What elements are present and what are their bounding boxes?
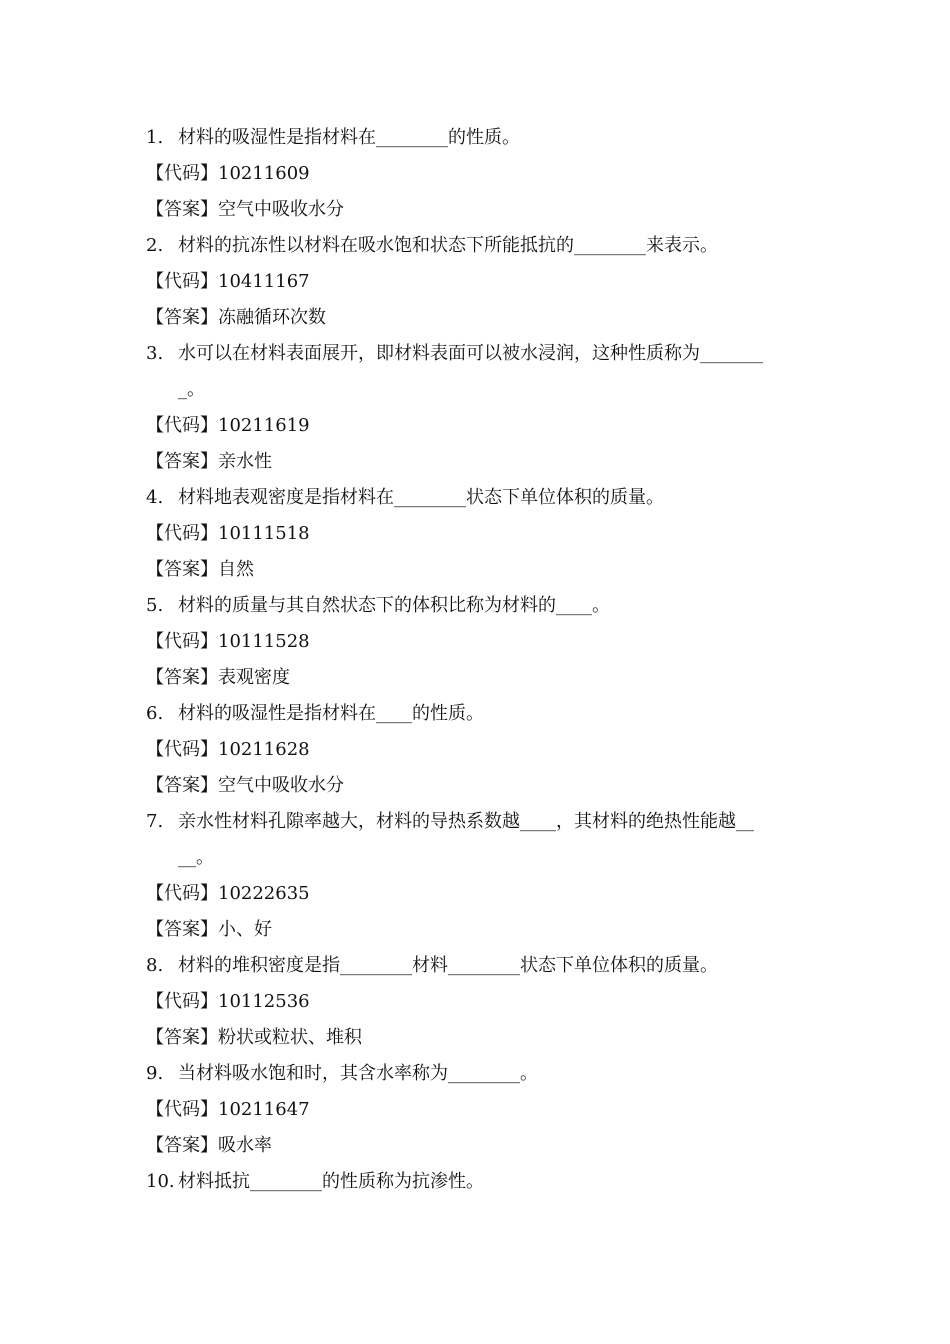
question-8 bbox=[146, 948, 816, 984]
question-number: 3. bbox=[146, 343, 164, 364]
code-line: 【代码】10111528 bbox=[146, 631, 310, 652]
question-text-line-1: 亲水性材料孔隙率越大，材料的导热系数越____，其材料的绝热性能越__ bbox=[178, 811, 754, 832]
question-text-line-1: 水可以在材料表面展开，即材料表面可以被水浸润，这种性质称为_______ bbox=[178, 343, 763, 364]
answer-line: 【答案】小、好 bbox=[146, 919, 272, 940]
question-number: 5. bbox=[146, 595, 164, 616]
question-number: 8. bbox=[146, 955, 164, 976]
question-9 bbox=[146, 1056, 816, 1092]
question-text: 材料的吸湿性是指材料在____的性质。 bbox=[178, 703, 484, 724]
answer-line: 【答案】冻融循环次数 bbox=[146, 307, 326, 328]
question-text-line-2: __。 bbox=[178, 847, 214, 868]
answer-line: 【答案】粉状或粒状、堆积 bbox=[146, 1027, 362, 1048]
question-text: 当材料吸水饱和时，其含水率称为________。 bbox=[178, 1063, 538, 1084]
code-line: 【代码】10112536 bbox=[146, 991, 310, 1012]
question-text: 材料的吸湿性是指材料在________的性质。 bbox=[178, 127, 520, 148]
answer-line: 【答案】空气中吸收水分 bbox=[146, 199, 344, 220]
code-line: 【代码】10411167 bbox=[146, 271, 310, 292]
question-text: 材料地表观密度是指材料在________状态下单位体积的质量。 bbox=[178, 487, 664, 508]
question-text-line-2: _。 bbox=[178, 379, 205, 400]
question-text: 材料的抗冻性以材料在吸水饱和状态下所能抵抗的________来表示。 bbox=[178, 235, 718, 256]
question-7 bbox=[146, 804, 816, 840]
code-line: 【代码】10111518 bbox=[146, 523, 310, 544]
answer-line: 【答案】空气中吸收水分 bbox=[146, 775, 344, 796]
question-list bbox=[146, 120, 816, 1200]
question-2 bbox=[146, 228, 816, 264]
question-5 bbox=[146, 588, 816, 624]
question-number: 9. bbox=[146, 1063, 164, 1084]
code-line: 【代码】10211609 bbox=[146, 163, 310, 184]
question-number: 6. bbox=[146, 703, 164, 724]
question-text: 材料抵抗________的性质称为抗渗性。 bbox=[178, 1171, 484, 1192]
question-7-continued bbox=[146, 840, 816, 876]
code-line: 【代码】10211619 bbox=[146, 415, 310, 436]
question-6 bbox=[146, 696, 816, 732]
answer-line: 【答案】自然 bbox=[146, 559, 254, 580]
question-3-continued bbox=[146, 372, 816, 408]
question-10 bbox=[146, 1164, 816, 1200]
question-1 bbox=[146, 120, 816, 156]
question-number: 7. bbox=[146, 811, 164, 832]
answer-line: 【答案】表观密度 bbox=[146, 667, 290, 688]
answer-line: 【答案】亲水性 bbox=[146, 451, 272, 472]
question-number: 1. bbox=[146, 127, 164, 148]
question-4 bbox=[146, 480, 816, 516]
code-line: 【代码】10211628 bbox=[146, 739, 310, 760]
question-text: 材料的堆积密度是指________材料________状态下单位体积的质量。 bbox=[178, 955, 718, 976]
code-line: 【代码】10222635 bbox=[146, 883, 310, 904]
question-number: 4. bbox=[146, 487, 164, 508]
question-text: 材料的质量与其自然状态下的体积比称为材料的____。 bbox=[178, 595, 610, 616]
question-3 bbox=[146, 336, 816, 372]
code-line: 【代码】10211647 bbox=[146, 1099, 310, 1120]
question-number: 2. bbox=[146, 235, 164, 256]
answer-line: 【答案】吸水率 bbox=[146, 1135, 272, 1156]
question-number: 10. bbox=[146, 1171, 175, 1192]
